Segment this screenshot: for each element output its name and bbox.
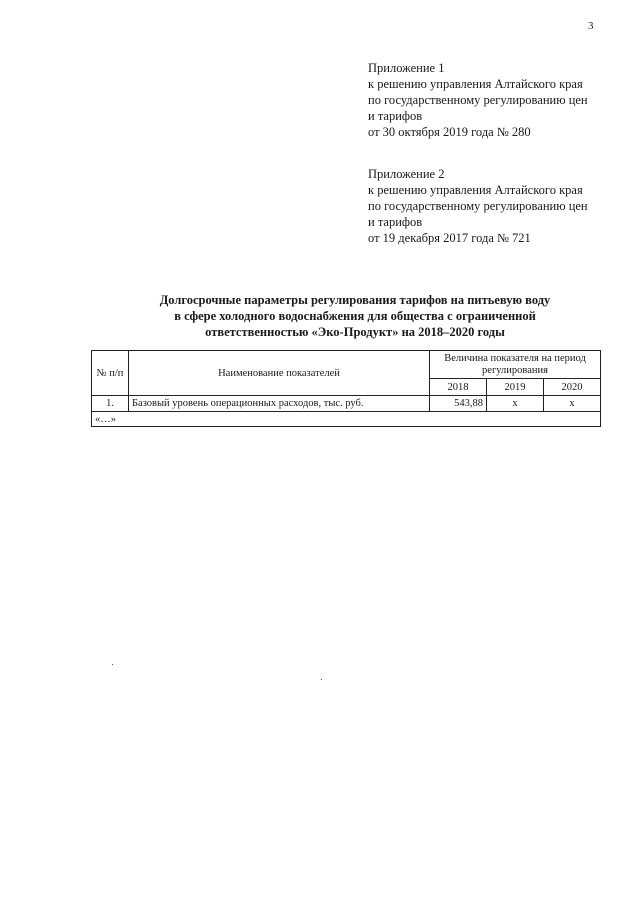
document-title [90, 292, 620, 340]
appendix-1-line: Приложение 1 [368, 61, 445, 75]
appendix-1-line: и тарифов [368, 109, 423, 123]
row-name: Базовый уровень операционных расходов, тыс. руб. [129, 396, 430, 412]
header-period-group: Величина показателя на период регулирования [430, 351, 601, 379]
header-year-2020: 2020 [544, 379, 601, 396]
appendix-1-line: от 30 октября 2019 года № 280 [368, 125, 531, 139]
row-value-2018: 543,88 [430, 396, 487, 412]
header-year-2019: 2019 [487, 379, 544, 396]
appendix-1-line: к решению управления Алтайского края [368, 77, 583, 91]
header-year-2018: 2018 [430, 379, 487, 396]
document-title-line: ответственностью «Эко-Продукт» на 2018–2020 годы [205, 325, 505, 339]
document-title-line: в сфере холодного водоснабжения для общества с ограниченной [174, 309, 536, 323]
table-continuation-row [92, 412, 601, 427]
scan-speck [112, 664, 113, 665]
page-number: 3 [588, 20, 594, 32]
header-name: Наименование показателей [129, 351, 430, 396]
appendix-2-line: по государственному регулированию цен [368, 199, 588, 213]
row-value-2019: х [487, 396, 544, 412]
appendix-1-line: по государственному регулированию цен [368, 93, 588, 107]
appendix-2-line: и тарифов [368, 215, 423, 229]
row-value-2020: х [544, 396, 601, 412]
appendix-2-line: Приложение 2 [368, 167, 445, 181]
parameters-table [91, 350, 601, 427]
appendix-2-line: к решению управления Алтайского края [368, 183, 583, 197]
continuation-mark: «…» [92, 412, 601, 427]
table-header-row [92, 351, 601, 379]
table-row [92, 396, 601, 412]
appendix-2-block [368, 166, 588, 246]
row-num: 1. [92, 396, 129, 412]
scan-speck [321, 679, 322, 680]
header-num: № п/п [92, 351, 129, 396]
document-title-line: Долгосрочные параметры регулирования тарифов на питьевую воду [159, 293, 551, 307]
appendix-1-block [368, 60, 588, 140]
appendix-2-line: от 19 декабря 2017 года № 721 [368, 231, 531, 245]
